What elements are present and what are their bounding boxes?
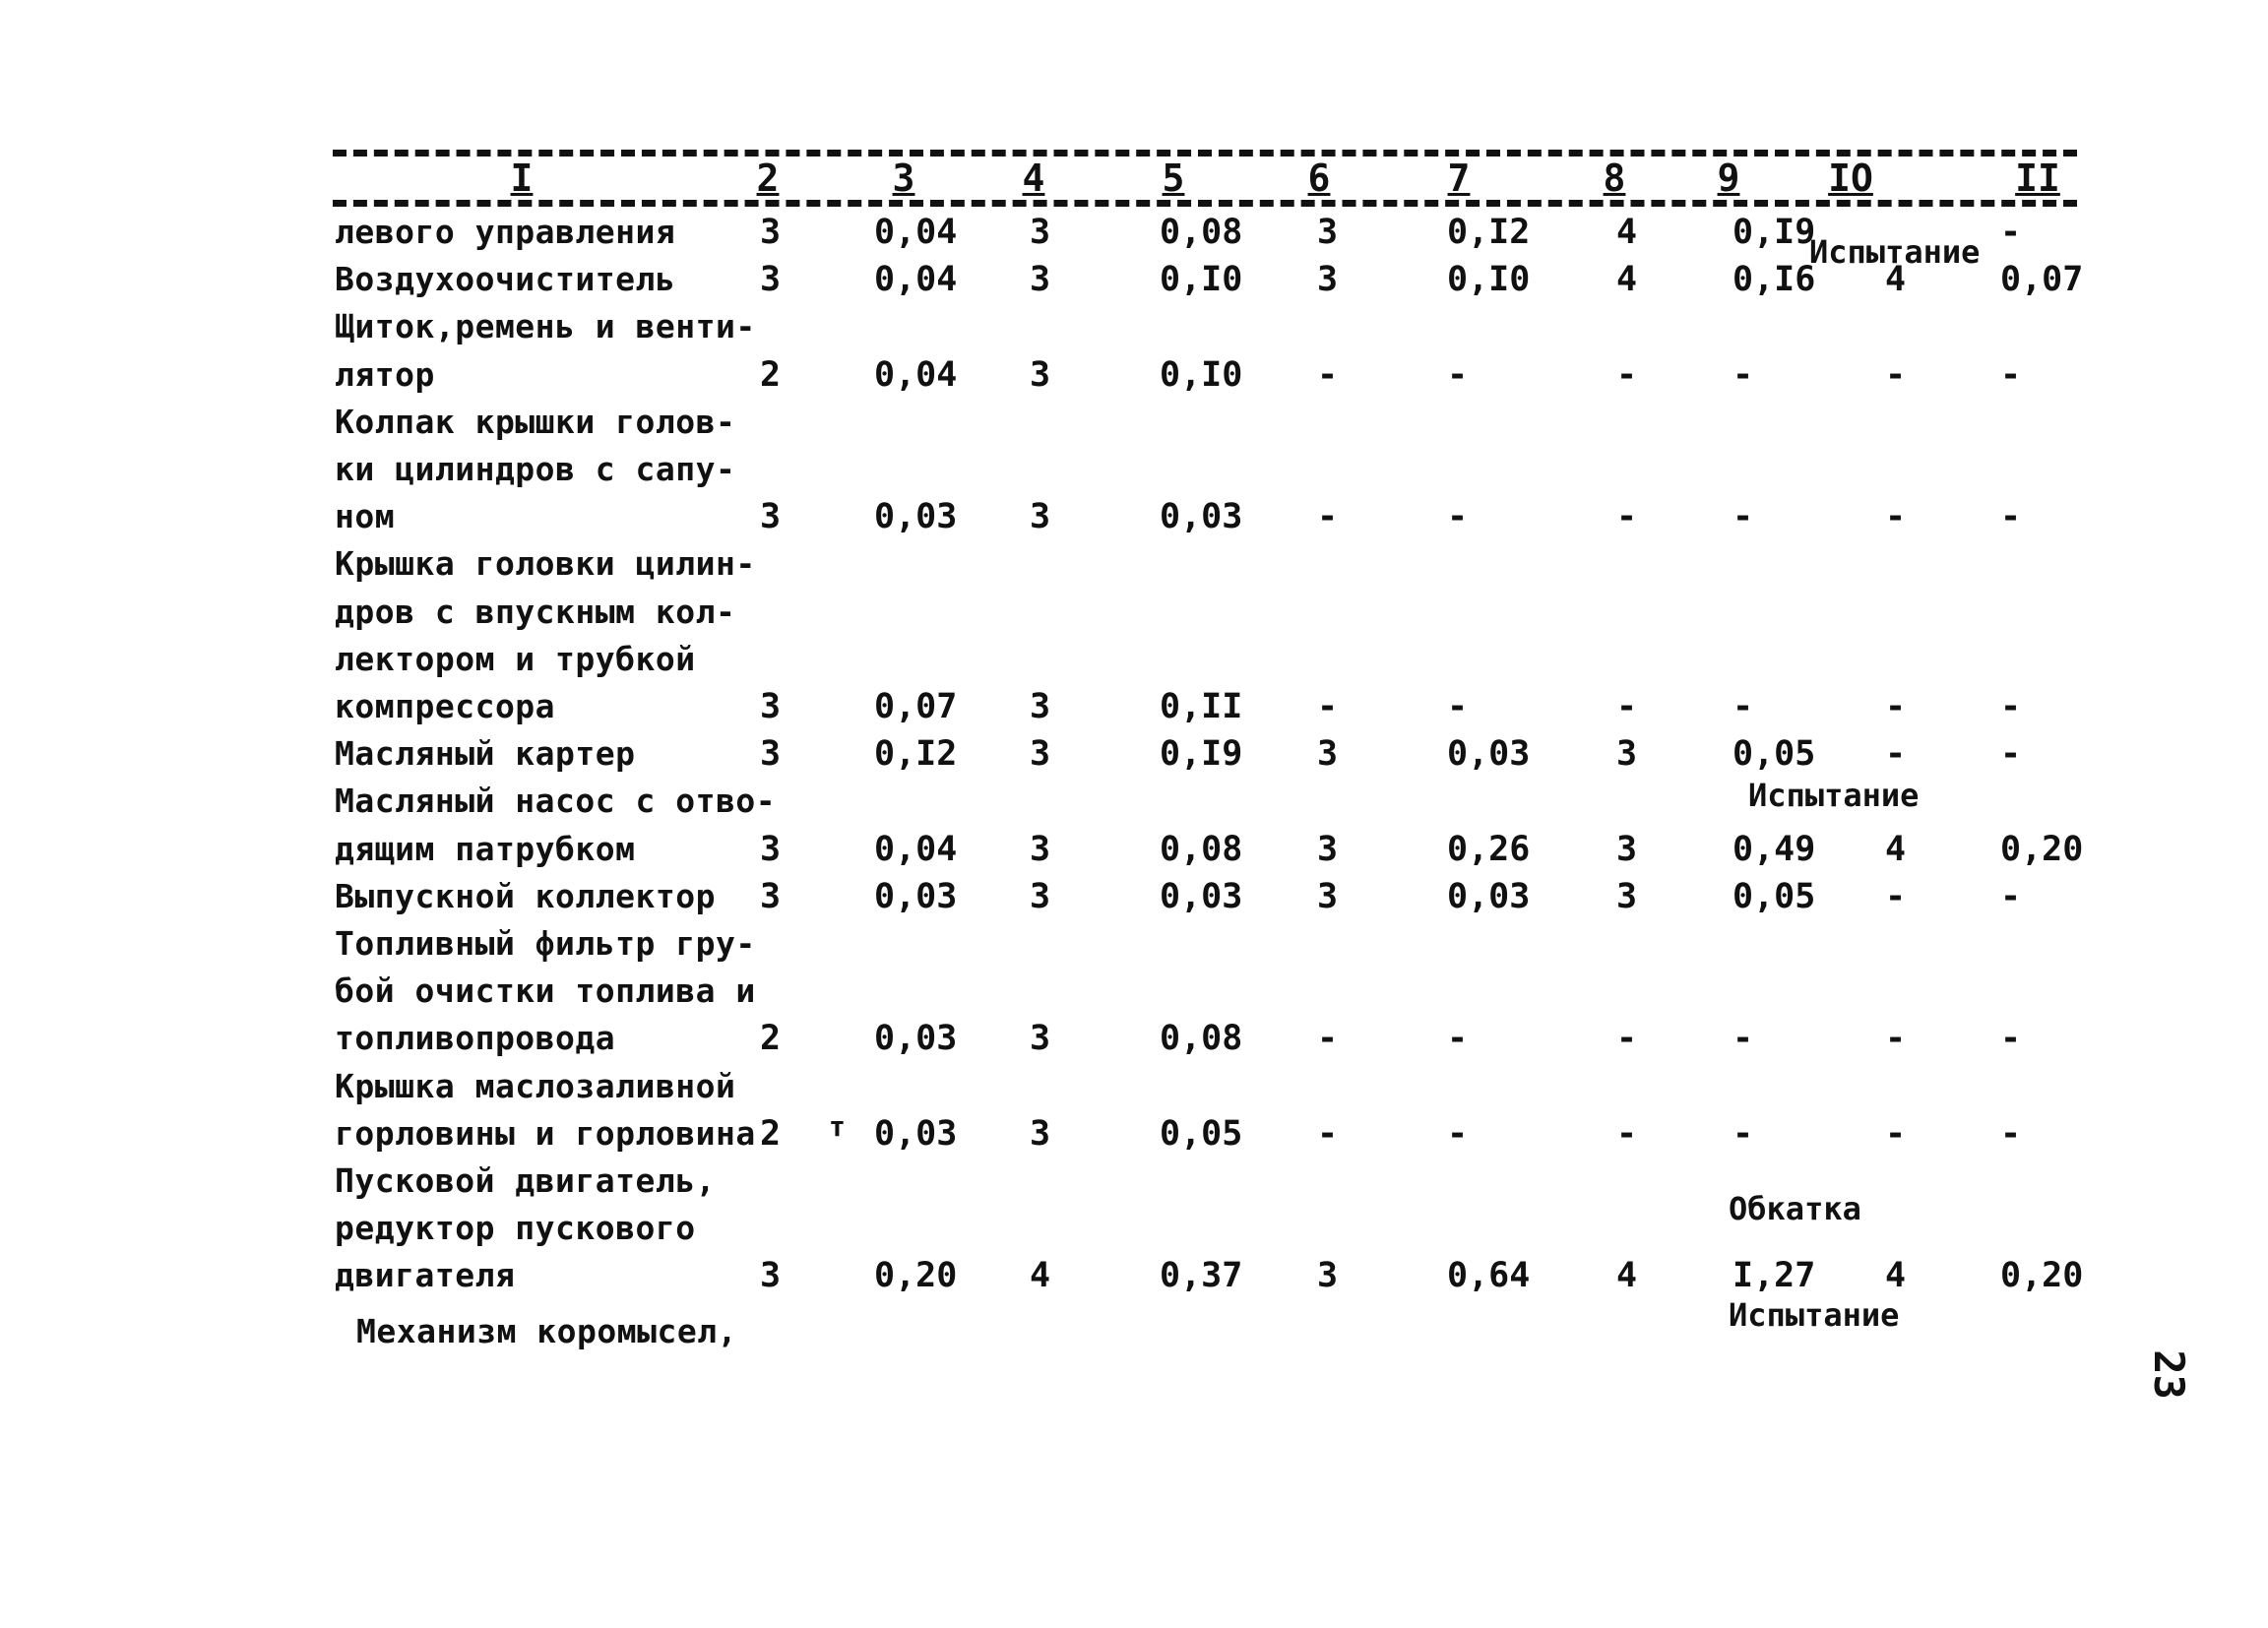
table-cell: - <box>1616 687 1638 726</box>
table-cell: - <box>1732 687 1754 726</box>
table-cell: 0,03 <box>874 497 958 537</box>
table-cell: 4 <box>1885 1256 1907 1296</box>
table-cell: - <box>1616 354 1638 395</box>
table-cell: - <box>1447 1019 1469 1059</box>
table-cell: - <box>1447 1113 1469 1154</box>
table-cell: 3 <box>1030 876 1051 916</box>
table-cell: 0,20 <box>874 1256 958 1296</box>
table-cell: 3 <box>1030 829 1051 869</box>
table-cell: 0,03 <box>874 876 958 916</box>
table-cell: - <box>1885 687 1907 726</box>
table-cell: 3 <box>1317 1256 1339 1296</box>
table-cell: - <box>2000 734 2022 775</box>
table-cell: 0,04 <box>874 829 958 869</box>
table-cell: 0,04 <box>874 354 958 395</box>
row-label-line: Щиток,ремень и венти- <box>335 307 756 346</box>
table-cell: 3 <box>760 260 782 300</box>
table-cell: - <box>1616 1019 1638 1059</box>
note-ispytanie: Испытание <box>1809 233 1981 271</box>
table-cell: - <box>1317 687 1339 726</box>
row-label-line: редуктор пускового <box>335 1209 696 1248</box>
table-cell: 3 <box>1030 1113 1051 1154</box>
table-cell: 3 <box>1030 260 1051 300</box>
row-label-line: горловины и горловина <box>335 1113 756 1153</box>
header-top-rule <box>333 150 2077 157</box>
row-label-line: Колпак крышки голов- <box>335 402 736 441</box>
column-header-9: 9 <box>1717 157 1740 200</box>
table-cell: 0,I6 <box>1732 260 1816 300</box>
column-header-6: 6 <box>1307 157 1331 200</box>
table-cell: - <box>1885 876 1907 916</box>
column-header-5: 5 <box>1162 157 1185 200</box>
table-cell: 3 <box>1030 497 1051 537</box>
note-ispytanie: Испытание <box>1729 1296 1900 1334</box>
column-header-3: 3 <box>892 157 915 200</box>
table-cell: - <box>1732 354 1754 395</box>
row-label-line: Крышка головки цилин- <box>335 544 756 584</box>
table-cell: - <box>1732 1113 1754 1154</box>
table-cell: 3 <box>1616 829 1638 869</box>
table-cell: 3 <box>760 829 782 869</box>
table-cell: 4 <box>1616 260 1638 300</box>
table-cell: - <box>2000 687 2022 726</box>
table-cell: 0,04 <box>874 260 958 300</box>
table-cell: 3 <box>760 213 782 252</box>
table-cell: 3 <box>760 497 782 537</box>
table-cell: 0,I2 <box>874 734 958 775</box>
table-cell: 2 <box>760 1113 782 1154</box>
table-cell: - <box>2000 876 2022 916</box>
table-cell: I,27 <box>1732 1256 1816 1296</box>
table-cell: - <box>1885 734 1907 775</box>
column-header-1: I <box>510 157 534 200</box>
table-cell: 0,64 <box>1447 1256 1531 1296</box>
table-cell: - <box>1447 354 1469 395</box>
table-cell: - <box>1885 354 1907 395</box>
table-cell: 4 <box>1885 260 1907 300</box>
page-number: 23 <box>2144 1349 2193 1400</box>
column-header-2: 2 <box>756 157 780 200</box>
table-cell: - <box>1616 1113 1638 1154</box>
table-cell: - <box>1447 687 1469 726</box>
note-ispytanie: Испытание <box>1748 777 1920 814</box>
table-cell: - <box>1317 354 1339 395</box>
row-label-line: Крышка маслозаливной <box>335 1066 736 1105</box>
table-cell: 3 <box>760 734 782 775</box>
table-cell: 3 <box>1317 829 1339 869</box>
table-cell: 4 <box>1885 829 1907 869</box>
table-cell: 0,I9 <box>1732 213 1816 252</box>
table-cell: 0,I9 <box>1160 734 1243 775</box>
table-cell: - <box>1885 1113 1907 1154</box>
table-cell: - <box>2000 1113 2022 1154</box>
table-cell: 0,05 <box>1160 1113 1243 1154</box>
table-cell: 3 <box>1030 354 1051 395</box>
table-cell: - <box>2000 213 2022 252</box>
table-cell: 3 <box>1317 260 1339 300</box>
table-cell: 0,I0 <box>1447 260 1531 300</box>
table-cell: 0,03 <box>1447 876 1531 916</box>
row-label-line: Воздухоочиститель <box>335 260 676 299</box>
row-label-line: дров с впускным кол- <box>335 592 736 631</box>
table-cell: 3 <box>1030 1019 1051 1059</box>
table-cell: 0,07 <box>874 687 958 726</box>
table-cell: 4 <box>1616 1256 1638 1296</box>
table-cell: 0,I2 <box>1447 213 1531 252</box>
column-header-8: 8 <box>1603 157 1626 200</box>
table-cell: 0,07 <box>2000 260 2084 300</box>
row-label-line: Масляный картер <box>335 734 636 774</box>
table-cell: - <box>1317 497 1339 537</box>
row-label-line: компрессора <box>335 687 556 725</box>
row-label-line: Топливный фильтр гру- <box>335 924 756 963</box>
column-header-10: IO <box>1828 157 1873 200</box>
table-cell: 3 <box>1317 213 1339 252</box>
table-cell: - <box>2000 1019 2022 1059</box>
table-cell: 3 <box>1317 876 1339 916</box>
row-label-line: топливопровода <box>335 1019 616 1058</box>
table-cell: - <box>1447 497 1469 537</box>
stray-mark: т <box>829 1110 846 1143</box>
header-bottom-rule <box>333 200 2077 207</box>
table-cell: - <box>1317 1019 1339 1059</box>
table-cell: - <box>1732 497 1754 537</box>
row-label-line: Выпускной коллектор <box>335 876 716 915</box>
row-label-line: лектором и трубкой <box>335 639 696 678</box>
table-cell: 0,03 <box>1160 876 1243 916</box>
row-label-line: Пусковой двигатель, <box>335 1161 716 1200</box>
table-cell: - <box>1885 1019 1907 1059</box>
table-cell: 3 <box>1616 876 1638 916</box>
table-cell: 0,20 <box>2000 829 2084 869</box>
row-label-line: ном <box>335 497 396 536</box>
table-cell: 0,37 <box>1160 1256 1243 1296</box>
column-header-4: 4 <box>1022 157 1045 200</box>
row-label-line: Механизм коромысел, <box>356 1311 737 1350</box>
table-cell: 0,04 <box>874 213 958 252</box>
row-label-line: лятор <box>335 354 435 394</box>
table-cell: 4 <box>1616 213 1638 252</box>
table-cell: 2 <box>760 354 782 395</box>
table-cell: 3 <box>760 876 782 916</box>
table-cell: 3 <box>1030 213 1051 252</box>
table-cell: 0,03 <box>1160 497 1243 537</box>
table-cell: 3 <box>760 1256 782 1296</box>
table-cell: - <box>1616 497 1638 537</box>
table-cell: 2 <box>760 1019 782 1059</box>
table-cell: 3 <box>1030 734 1051 775</box>
table-cell: - <box>2000 354 2022 395</box>
row-label-line: левого управления <box>335 213 676 251</box>
table-cell: 3 <box>1030 687 1051 726</box>
table-cell: 3 <box>1317 734 1339 775</box>
table-cell: 0,II <box>1160 687 1243 726</box>
row-label-line: бой очистки топлива и <box>335 971 756 1011</box>
table-cell: - <box>1317 1113 1339 1154</box>
table-cell: - <box>1732 1019 1754 1059</box>
note-obkatka: Обкатка <box>1729 1190 1861 1227</box>
table-cell: 0,20 <box>2000 1256 2084 1296</box>
row-label-line: Масляный насос с отво- <box>335 782 777 821</box>
table-cell: - <box>1885 497 1907 537</box>
table-cell: 0,26 <box>1447 829 1531 869</box>
table-cell: 0,03 <box>1447 734 1531 775</box>
table-cell: 0,08 <box>1160 1019 1243 1059</box>
table-cell: 4 <box>1030 1256 1051 1296</box>
table-cell: 0,49 <box>1732 829 1816 869</box>
row-label-line: ки цилиндров с сапу- <box>335 450 736 488</box>
table-cell: 0,03 <box>874 1113 958 1154</box>
row-label-line: двигателя <box>335 1256 516 1295</box>
table-cell: 0,03 <box>874 1019 958 1059</box>
table-cell: 0,08 <box>1160 829 1243 869</box>
table-cell: 0,08 <box>1160 213 1243 252</box>
table-cell: 0,05 <box>1732 734 1816 775</box>
column-header-7: 7 <box>1447 157 1471 200</box>
row-label-line: дящим патрубком <box>335 829 636 868</box>
table-cell: 3 <box>1616 734 1638 775</box>
column-header-11: II <box>2015 157 2060 200</box>
table-cell: 0,05 <box>1732 876 1816 916</box>
table-cell: - <box>2000 497 2022 537</box>
table-cell: 3 <box>760 687 782 726</box>
table-cell: 0,I0 <box>1160 260 1243 300</box>
table-cell: 0,I0 <box>1160 354 1243 395</box>
